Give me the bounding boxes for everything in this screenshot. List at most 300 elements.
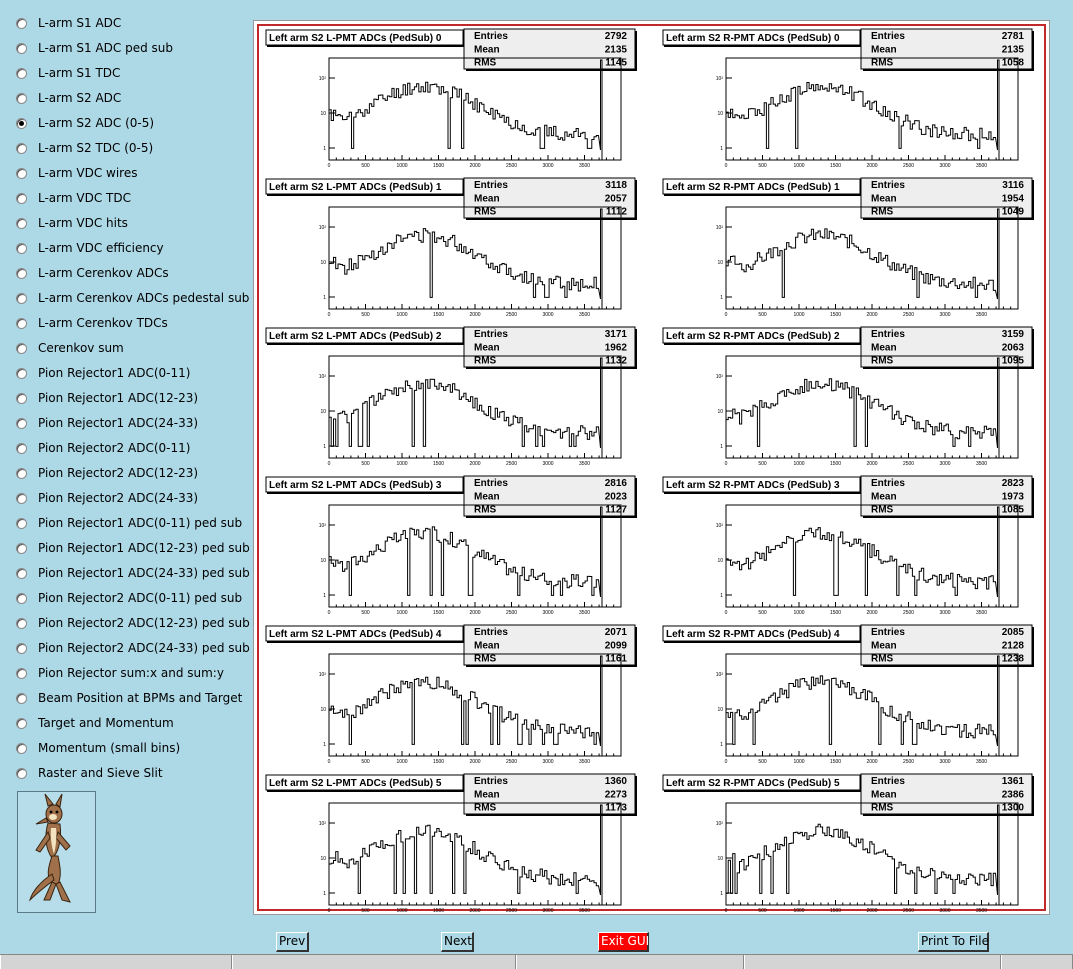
radio-option[interactable] bbox=[16, 188, 131, 208]
radio-button-icon[interactable] bbox=[16, 168, 27, 179]
radio-button-icon[interactable] bbox=[16, 318, 27, 329]
radio-option[interactable] bbox=[16, 463, 198, 483]
shadow bbox=[863, 69, 1034, 71]
y-tick-label: 10² bbox=[715, 76, 723, 82]
radio-button-icon[interactable] bbox=[16, 268, 27, 279]
x-tick-label: 2000 bbox=[866, 610, 878, 616]
histogram-trace bbox=[726, 355, 999, 458]
x-tick-label: 500 bbox=[758, 163, 767, 169]
stats-label: Entries bbox=[474, 478, 508, 489]
radio-option-label: L-arm VDC wires bbox=[38, 166, 138, 180]
print-to-file-button[interactable]: Print To File bbox=[918, 932, 989, 952]
stats-value: 1127 bbox=[605, 504, 627, 516]
stats-value: 1085 bbox=[1001, 504, 1024, 516]
radio-option[interactable] bbox=[16, 63, 120, 83]
radio-button-icon[interactable] bbox=[16, 218, 27, 229]
shadow bbox=[635, 627, 637, 667]
shadow bbox=[635, 776, 637, 816]
radio-option-label: Pion Rejector1 ADC(24-33) bbox=[38, 416, 199, 430]
stats-value: 1360 bbox=[604, 776, 627, 787]
x-tick-label: 500 bbox=[758, 908, 767, 914]
y-tick-label: 1 bbox=[720, 742, 723, 748]
stats-label: Mean bbox=[474, 491, 500, 503]
histogram-panel bbox=[266, 29, 637, 169]
coyote-icon bbox=[18, 792, 95, 912]
x-tick-label: 2500 bbox=[505, 163, 518, 169]
histogram-panel bbox=[266, 327, 637, 467]
x-tick-label: 500 bbox=[758, 759, 767, 765]
radio-option-label: Pion Rejector2 ADC(24-33) ped sub bbox=[38, 641, 250, 655]
radio-option-label: Pion Rejector2 ADC(0-11) bbox=[38, 441, 191, 455]
histogram-trace bbox=[329, 57, 602, 160]
histogram-panel bbox=[266, 774, 637, 914]
stats-label: Mean bbox=[474, 789, 500, 801]
x-tick-label: 2000 bbox=[866, 163, 878, 169]
y-tick-label: 10 bbox=[717, 409, 723, 415]
radio-button-icon[interactable] bbox=[16, 43, 27, 54]
stats-value: 2823 bbox=[1001, 478, 1024, 489]
stats-label: RMS bbox=[474, 206, 497, 218]
radio-option-label: Raster and Sieve Slit bbox=[38, 766, 163, 780]
radio-button-icon[interactable] bbox=[16, 668, 27, 679]
logo-box bbox=[17, 791, 96, 913]
y-tick-label: 10² bbox=[318, 523, 326, 529]
x-tick-label: 2500 bbox=[505, 759, 518, 765]
radio-option[interactable] bbox=[16, 388, 198, 408]
x-tick-label: 1000 bbox=[793, 908, 805, 914]
radio-button-icon[interactable] bbox=[16, 493, 27, 504]
shadow bbox=[635, 478, 637, 518]
radio-button-icon[interactable] bbox=[16, 68, 27, 79]
stats-value: 2781 bbox=[1001, 31, 1024, 42]
stats-value: 2023 bbox=[604, 491, 627, 503]
x-tick-label: 2000 bbox=[469, 461, 481, 467]
y-tick-label: 1 bbox=[720, 444, 723, 450]
radio-option[interactable] bbox=[16, 288, 249, 308]
radio-option[interactable] bbox=[16, 113, 154, 133]
stats-label: Mean bbox=[871, 491, 897, 503]
x-tick-label: 1000 bbox=[793, 163, 805, 169]
radio-button-icon[interactable] bbox=[16, 93, 27, 104]
radio-option[interactable] bbox=[16, 213, 128, 233]
y-tick-label: 10² bbox=[318, 374, 326, 380]
status-segment bbox=[516, 955, 744, 969]
x-tick-label: 3000 bbox=[542, 312, 554, 318]
y-tick-label: 10² bbox=[318, 225, 326, 231]
radio-option-label: L-arm S2 TDC (0-5) bbox=[38, 141, 154, 155]
x-tick-label: 0 bbox=[724, 312, 728, 318]
y-tick-label: 10 bbox=[717, 111, 723, 117]
radio-button-icon[interactable] bbox=[16, 743, 27, 754]
y-tick-label: 10² bbox=[715, 523, 723, 529]
x-tick-label: 0 bbox=[724, 759, 728, 765]
stats-value: 3159 bbox=[1001, 329, 1024, 340]
histogram-panel bbox=[266, 625, 637, 765]
radio-button-icon[interactable] bbox=[16, 443, 27, 454]
x-tick-label: 0 bbox=[327, 759, 331, 765]
radio-button-icon[interactable] bbox=[16, 368, 27, 379]
radio-option-label: L-arm S1 ADC ped sub bbox=[38, 41, 173, 55]
x-tick-label: 1500 bbox=[829, 312, 842, 318]
status-bar bbox=[0, 954, 1073, 969]
radio-option[interactable] bbox=[16, 438, 190, 458]
histogram-panel bbox=[266, 178, 637, 318]
x-tick-label: 3000 bbox=[939, 759, 951, 765]
x-tick-label: 500 bbox=[758, 610, 767, 616]
x-tick-label: 1000 bbox=[396, 312, 408, 318]
radio-option-label: Pion Rejector1 ADC(12-23) ped sub bbox=[38, 541, 250, 555]
radio-button-icon[interactable] bbox=[16, 468, 27, 479]
shadow bbox=[1032, 31, 1034, 71]
histogram-trace bbox=[726, 57, 999, 160]
x-tick-label: 2500 bbox=[902, 610, 915, 616]
histogram-title: Left arm S2 R-PMT ADCs (PedSub) 2 bbox=[666, 331, 840, 342]
x-tick-label: 1500 bbox=[432, 908, 445, 914]
x-tick-label: 0 bbox=[724, 610, 728, 616]
histogram-title: Left arm S2 L-PMT ADCs (PedSub) 2 bbox=[269, 331, 442, 342]
radio-option[interactable] bbox=[16, 38, 173, 58]
x-tick-label: 500 bbox=[361, 759, 370, 765]
radio-option[interactable] bbox=[16, 488, 198, 508]
stats-value: 2816 bbox=[604, 478, 627, 489]
radio-option-label: Cerenkov sum bbox=[38, 341, 124, 355]
x-tick-label: 1000 bbox=[396, 759, 408, 765]
radio-option-label: L-arm VDC hits bbox=[38, 216, 128, 230]
radio-option-label: Pion Rejector1 ADC(0-11) bbox=[38, 366, 191, 380]
x-tick-label: 3500 bbox=[975, 163, 988, 169]
shadow bbox=[863, 516, 1034, 518]
x-tick-label: 1000 bbox=[793, 461, 805, 467]
y-tick-label: 10 bbox=[717, 707, 723, 713]
shadow bbox=[466, 69, 637, 71]
stats-label: RMS bbox=[871, 355, 894, 367]
histogram-panel bbox=[663, 178, 1034, 318]
x-tick-label: 3500 bbox=[975, 759, 988, 765]
stats-label: RMS bbox=[474, 57, 497, 69]
x-tick-label: 2000 bbox=[469, 759, 481, 765]
stats-label: Entries bbox=[871, 776, 905, 787]
x-tick-label: 1500 bbox=[829, 759, 842, 765]
shadow bbox=[466, 814, 637, 816]
shadow bbox=[466, 367, 637, 369]
radio-button-icon[interactable] bbox=[16, 568, 27, 579]
radio-button-icon[interactable] bbox=[16, 143, 27, 154]
radio-button-icon[interactable] bbox=[16, 593, 27, 604]
stats-value: 2057 bbox=[604, 193, 627, 205]
y-tick-label: 10² bbox=[318, 672, 326, 678]
prev-button[interactable]: Prev bbox=[276, 932, 309, 952]
stats-value: 2128 bbox=[1001, 640, 1024, 652]
stats-value: 1962 bbox=[604, 342, 627, 354]
plot-frame bbox=[329, 654, 621, 756]
radio-button-icon[interactable] bbox=[16, 193, 27, 204]
stats-value: 2792 bbox=[604, 31, 627, 42]
radio-option-label: Pion Rejector1 ADC(0-11) ped sub bbox=[38, 516, 243, 530]
stats-label: RMS bbox=[871, 802, 894, 814]
stats-value: 1238 bbox=[1001, 653, 1024, 665]
shadow bbox=[664, 790, 861, 792]
shadow bbox=[635, 31, 637, 71]
shadow bbox=[267, 790, 464, 792]
y-tick-label: 1 bbox=[323, 295, 326, 301]
histogram-canvas[interactable] bbox=[253, 20, 1050, 915]
stats-value: 2085 bbox=[1001, 627, 1024, 638]
x-tick-label: 3500 bbox=[578, 908, 591, 914]
radio-button-icon[interactable] bbox=[16, 618, 27, 629]
y-tick-label: 10 bbox=[717, 260, 723, 266]
stats-value: 2071 bbox=[604, 627, 627, 638]
next-button[interactable]: Next bbox=[441, 932, 474, 952]
stats-label: Entries bbox=[474, 31, 508, 42]
x-tick-label: 3500 bbox=[578, 461, 591, 467]
radio-option[interactable] bbox=[16, 613, 250, 633]
radio-button-icon[interactable] bbox=[16, 718, 27, 729]
radio-option[interactable] bbox=[16, 238, 164, 258]
x-tick-label: 500 bbox=[758, 312, 767, 318]
radio-option-label: Pion Rejector2 ADC(0-11) ped sub bbox=[38, 591, 243, 605]
histogram-title: Left arm S2 R-PMT ADCs (PedSub) 0 bbox=[666, 33, 840, 44]
shadow bbox=[664, 343, 861, 345]
x-tick-label: 3000 bbox=[939, 312, 951, 318]
radio-option[interactable] bbox=[16, 263, 169, 283]
y-tick-label: 10 bbox=[717, 856, 723, 862]
y-tick-label: 1 bbox=[720, 295, 723, 301]
stats-label: Mean bbox=[474, 193, 500, 205]
histogram-panel bbox=[663, 29, 1034, 169]
shadow bbox=[1032, 180, 1034, 220]
x-tick-label: 3000 bbox=[542, 163, 554, 169]
histogram-title: Left arm S2 R-PMT ADCs (PedSub) 5 bbox=[666, 778, 840, 789]
radio-option[interactable] bbox=[16, 163, 137, 183]
stats-label: Entries bbox=[871, 31, 905, 42]
x-tick-label: 1500 bbox=[432, 759, 445, 765]
x-tick-label: 3500 bbox=[578, 610, 591, 616]
radio-option[interactable] bbox=[16, 713, 174, 733]
x-tick-label: 2500 bbox=[902, 759, 915, 765]
x-tick-label: 2500 bbox=[902, 312, 915, 318]
radio-option-label: L-arm Cerenkov TDCs bbox=[38, 316, 168, 330]
x-tick-label: 2500 bbox=[505, 461, 518, 467]
radio-button-icon[interactable] bbox=[16, 343, 27, 354]
histogram-title: Left arm S2 R-PMT ADCs (PedSub) 3 bbox=[666, 480, 840, 491]
histogram-trace bbox=[329, 504, 602, 607]
y-tick-label: 1 bbox=[323, 444, 326, 450]
x-tick-label: 3500 bbox=[975, 908, 988, 914]
exit-gui-button[interactable]: Exit GUI bbox=[598, 932, 649, 952]
radio-option-label: Beam Position at BPMs and Target bbox=[38, 691, 243, 705]
x-tick-label: 3000 bbox=[939, 908, 951, 914]
x-tick-label: 0 bbox=[327, 610, 331, 616]
radio-button-icon[interactable] bbox=[16, 243, 27, 254]
y-tick-label: 1 bbox=[323, 146, 326, 152]
radio-button-icon[interactable] bbox=[16, 293, 27, 304]
histogram-trace bbox=[329, 355, 602, 458]
stats-label: RMS bbox=[871, 57, 894, 69]
plot-frame bbox=[726, 207, 1018, 309]
shadow bbox=[267, 194, 464, 196]
stats-value: 1954 bbox=[1001, 193, 1024, 205]
x-tick-label: 3500 bbox=[578, 163, 591, 169]
radio-option-label: L-arm VDC TDC bbox=[38, 191, 131, 205]
histogram-panel bbox=[266, 476, 637, 616]
shadow bbox=[1032, 329, 1034, 369]
radio-option-label: Pion Rejector2 ADC(24-33) bbox=[38, 491, 199, 505]
radio-option-label: L-arm Cerenkov ADCs bbox=[38, 266, 169, 280]
radio-button-icon[interactable] bbox=[16, 643, 27, 654]
x-tick-label: 1000 bbox=[793, 610, 805, 616]
radio-option[interactable] bbox=[16, 563, 250, 583]
x-tick-label: 1000 bbox=[396, 610, 408, 616]
shadow bbox=[863, 367, 1034, 369]
y-tick-label: 1 bbox=[720, 593, 723, 599]
y-tick-label: 10² bbox=[318, 821, 326, 827]
plot-frame bbox=[726, 803, 1018, 905]
x-tick-label: 2500 bbox=[902, 461, 915, 467]
histogram-panel bbox=[663, 625, 1034, 765]
radio-button-icon[interactable] bbox=[16, 118, 27, 129]
x-tick-label: 500 bbox=[361, 312, 370, 318]
y-tick-label: 10 bbox=[320, 707, 326, 713]
radio-option-label: L-arm VDC efficiency bbox=[38, 241, 164, 255]
x-tick-label: 2500 bbox=[505, 908, 518, 914]
radio-button-icon[interactable] bbox=[16, 393, 27, 404]
y-tick-label: 10 bbox=[320, 111, 326, 117]
y-tick-label: 10² bbox=[715, 821, 723, 827]
status-segment bbox=[232, 955, 516, 969]
radio-button-icon[interactable] bbox=[16, 18, 27, 29]
x-tick-label: 2000 bbox=[469, 312, 481, 318]
stats-label: Mean bbox=[474, 640, 500, 652]
y-tick-label: 10 bbox=[717, 558, 723, 564]
radio-option[interactable] bbox=[16, 13, 121, 33]
stats-value: 1112 bbox=[605, 206, 627, 218]
radio-option[interactable] bbox=[16, 688, 242, 708]
x-tick-label: 1500 bbox=[432, 610, 445, 616]
y-tick-label: 1 bbox=[720, 146, 723, 152]
radio-option-label: L-arm S1 TDC bbox=[38, 66, 121, 80]
stats-value: 1095 bbox=[1001, 355, 1024, 367]
radio-option[interactable] bbox=[16, 338, 124, 358]
radio-option-label: L-arm S2 ADC bbox=[38, 91, 122, 105]
x-tick-label: 3500 bbox=[578, 759, 591, 765]
shadow bbox=[664, 45, 861, 47]
histogram-title: Left arm S2 R-PMT ADCs (PedSub) 4 bbox=[666, 629, 840, 640]
histogram-title: Left arm S2 R-PMT ADCs (PedSub) 1 bbox=[666, 182, 840, 193]
shadow bbox=[863, 814, 1034, 816]
x-tick-label: 2000 bbox=[469, 163, 481, 169]
shadow bbox=[635, 180, 637, 220]
y-tick-label: 10² bbox=[318, 76, 326, 82]
shadow bbox=[466, 516, 637, 518]
x-tick-label: 2000 bbox=[866, 461, 878, 467]
stats-value: 3118 bbox=[605, 180, 627, 191]
stats-label: Mean bbox=[871, 789, 897, 801]
radio-option-label: Pion Rejector1 ADC(12-23) bbox=[38, 391, 199, 405]
shadow bbox=[664, 194, 861, 196]
stats-value: 1361 bbox=[1001, 776, 1024, 787]
radio-option[interactable] bbox=[16, 538, 250, 558]
x-tick-label: 3500 bbox=[975, 461, 988, 467]
stats-label: RMS bbox=[474, 355, 497, 367]
shadow bbox=[267, 492, 464, 494]
histogram-title: Left arm S2 L-PMT ADCs (PedSub) 5 bbox=[269, 778, 442, 789]
x-tick-label: 1500 bbox=[829, 461, 842, 467]
stats-value: 2135 bbox=[1001, 44, 1024, 56]
x-tick-label: 1500 bbox=[829, 908, 842, 914]
radio-option[interactable] bbox=[16, 88, 121, 108]
stats-label: Entries bbox=[871, 329, 905, 340]
stats-label: RMS bbox=[871, 504, 894, 516]
radio-option[interactable] bbox=[16, 363, 190, 383]
radio-option[interactable] bbox=[16, 663, 224, 683]
radio-option[interactable] bbox=[16, 638, 250, 658]
shadow bbox=[664, 641, 861, 643]
x-tick-label: 2500 bbox=[902, 163, 915, 169]
shadow bbox=[1032, 478, 1034, 518]
radio-option[interactable] bbox=[16, 513, 242, 533]
stats-value: 2386 bbox=[1001, 789, 1024, 801]
x-tick-label: 0 bbox=[327, 908, 331, 914]
y-tick-label: 1 bbox=[323, 593, 326, 599]
x-tick-label: 3500 bbox=[975, 312, 988, 318]
stats-label: Mean bbox=[871, 44, 897, 56]
radio-button-icon[interactable] bbox=[16, 768, 27, 779]
histogram-grid bbox=[254, 21, 1051, 916]
x-tick-label: 2000 bbox=[866, 312, 878, 318]
stats-value: 1058 bbox=[1001, 57, 1024, 69]
x-tick-label: 500 bbox=[361, 610, 370, 616]
stats-label: Entries bbox=[871, 478, 905, 489]
x-tick-label: 0 bbox=[724, 908, 728, 914]
stats-label: RMS bbox=[871, 653, 894, 665]
shadow bbox=[267, 45, 464, 47]
stats-value: 1973 bbox=[1001, 491, 1024, 503]
radio-button-icon[interactable] bbox=[16, 693, 27, 704]
radio-option[interactable] bbox=[16, 138, 153, 158]
radio-button-icon[interactable] bbox=[16, 418, 27, 429]
radio-option-label: L-arm S1 ADC bbox=[38, 16, 122, 30]
stats-label: RMS bbox=[474, 504, 497, 516]
stats-value: 1132 bbox=[605, 355, 627, 367]
x-tick-label: 1500 bbox=[829, 610, 842, 616]
stats-label: Entries bbox=[474, 329, 508, 340]
stats-value: 1300 bbox=[1001, 802, 1024, 814]
radio-option[interactable] bbox=[16, 588, 242, 608]
stats-value: 1161 bbox=[605, 653, 627, 665]
x-tick-label: 500 bbox=[361, 163, 370, 169]
shadow bbox=[267, 343, 464, 345]
shadow bbox=[635, 329, 637, 369]
radio-option[interactable] bbox=[16, 763, 163, 783]
x-tick-label: 2000 bbox=[469, 610, 481, 616]
radio-option[interactable] bbox=[16, 738, 180, 758]
radio-option[interactable] bbox=[16, 413, 198, 433]
x-tick-label: 3000 bbox=[939, 163, 951, 169]
x-tick-label: 3000 bbox=[542, 908, 554, 914]
radio-option-label: Pion Rejector2 ADC(12-23) ped sub bbox=[38, 616, 250, 630]
histogram-panel bbox=[663, 774, 1034, 914]
radio-button-icon[interactable] bbox=[16, 543, 27, 554]
x-tick-label: 0 bbox=[724, 163, 728, 169]
y-tick-label: 10 bbox=[320, 260, 326, 266]
stats-label: Entries bbox=[871, 627, 905, 638]
stats-value: 2063 bbox=[1001, 342, 1024, 354]
radio-option[interactable] bbox=[16, 313, 168, 333]
x-tick-label: 1000 bbox=[793, 759, 805, 765]
histogram-trace bbox=[726, 206, 999, 309]
radio-button-icon[interactable] bbox=[16, 518, 27, 529]
radio-option-label: Pion Rejector sum:x and sum:y bbox=[38, 666, 224, 680]
